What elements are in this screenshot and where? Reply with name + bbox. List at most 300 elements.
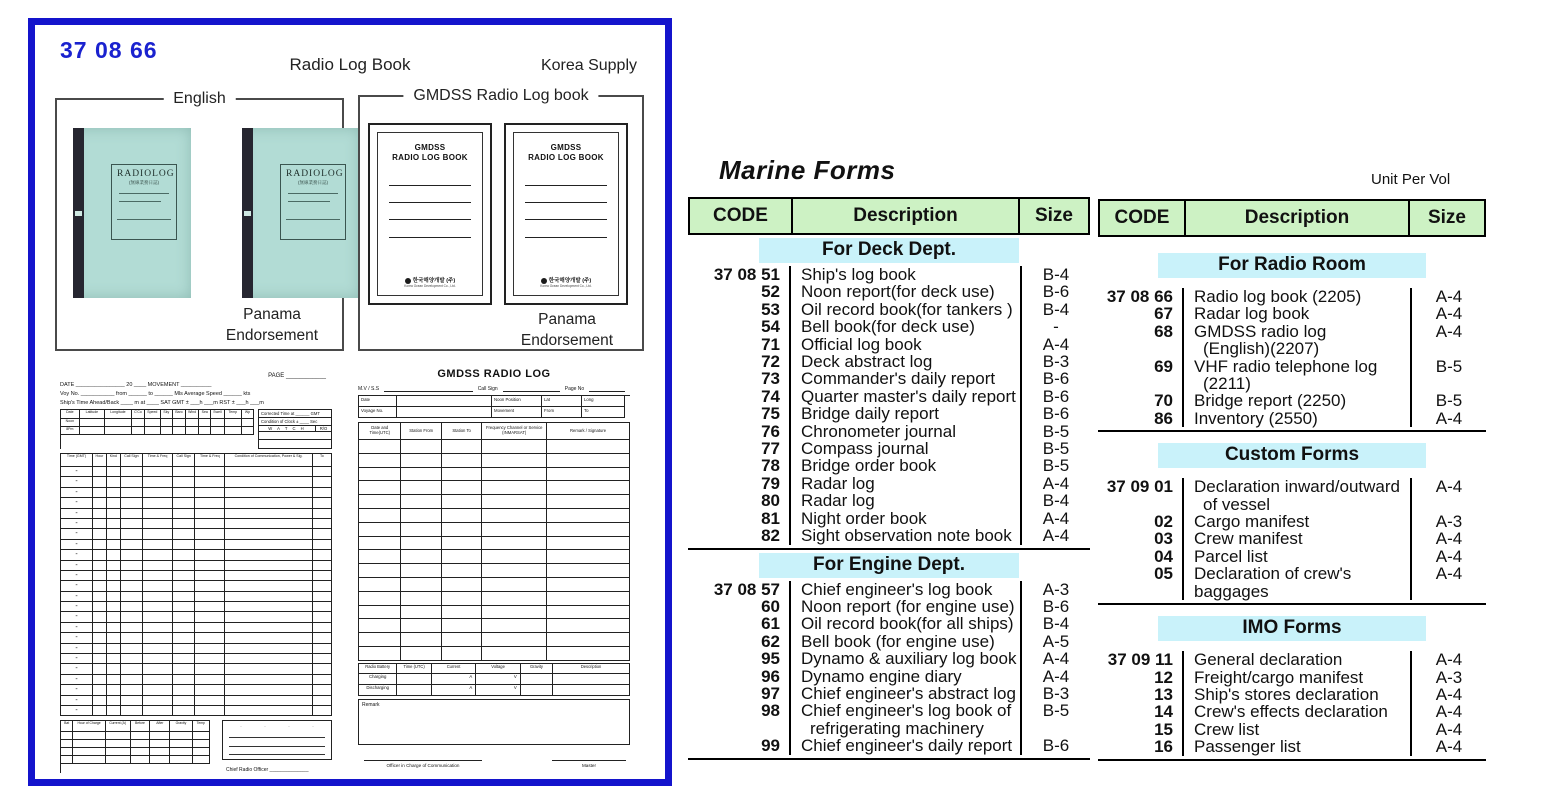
grid-cell [107,633,121,643]
grid-cell: V [476,674,520,685]
code-cell: 37 08 66 [1106,287,1173,306]
grid-cell [225,706,312,716]
grid-cell [225,654,312,664]
grid-cell [173,571,195,581]
table-row [688,581,1090,598]
grid-cell: - [61,581,93,591]
grid-cell [173,419,186,427]
size-cell: A-4 [1435,702,1463,722]
grid-cell [150,748,170,756]
code-cell: 73 [761,369,780,389]
grid-cell [107,696,121,706]
grid-cell [173,612,195,622]
grid-cell: Temp [193,721,210,732]
gmdss-section-label: GMDSS Radio Log book [403,87,598,105]
grid-cell [195,540,225,550]
grid-cell [313,696,332,706]
grid-cell [359,550,401,564]
grid-cell [195,623,225,633]
grid-cell [359,564,401,578]
table-row [688,283,1090,300]
forms-section [688,238,1090,550]
grid-cell [121,509,143,519]
grid-cell [553,674,630,685]
grid-cell [73,732,105,740]
radiolog-book-cover [242,128,360,298]
size-cell: A-4 [1435,304,1463,324]
grid-cell [313,644,332,654]
code-cell: 81 [761,508,780,528]
size-cell: B-5 [1042,701,1070,721]
grid-cell [173,550,195,560]
master-signature-line: Master [552,760,626,768]
gmdss-book-cover [504,123,628,305]
grid-cell [131,732,151,740]
code-cell: 74 [761,386,780,406]
description-cell: Deck abstract log [789,353,1022,370]
code-cell: 67 [1154,304,1173,324]
grid-cell: Date [359,396,397,407]
grid-cell [93,592,107,602]
grid-cell [225,519,312,529]
description-cell: Bridge report (2250) [1182,392,1412,409]
grid-cell [442,495,482,509]
grid-cell [397,407,492,418]
description-cell: Chief engineer's daily report [789,737,1022,754]
table-row [1098,669,1486,686]
grid-cell [482,454,547,468]
grid-cell [121,602,143,612]
forms-section [688,553,1090,760]
grid-cell [145,419,160,427]
grid-cell [553,685,630,696]
size-cell: A-4 [1435,321,1463,341]
grid-cell [313,581,332,591]
grid-cell [93,612,107,622]
grid-cell [359,440,401,454]
size-cell: B-6 [1042,736,1070,756]
grid-cell [211,419,224,427]
grid-cell: Station To [442,423,482,440]
pageno-label: Page No [564,386,585,392]
grid-cell [186,427,199,435]
grid-cell [93,571,107,581]
section-title: For Engine Dept. [759,553,1019,578]
grid-cell [442,440,482,454]
grid-cell [121,488,143,498]
grid-cell [482,495,547,509]
unit-per-vol-note: Unit Per Vol [1371,171,1451,188]
grid-cell: Time & Freq [143,454,173,467]
size-cell: A-4 [1435,477,1463,497]
grid-cell [195,581,225,591]
grid-cell [143,706,173,716]
grid-cell: Current (A) [106,721,131,732]
grid-cell [225,488,312,498]
code-cell: 62 [761,631,780,651]
code-cell: 61 [761,614,780,634]
form-voyage-line: Voy No. ___________ from ______ to ______ Mls Average Speed ______ kts [60,391,251,397]
grid-cell [225,644,312,654]
grid-cell [170,740,192,748]
grid-cell [199,427,211,435]
size-cell: A-4 [1435,287,1463,306]
code-cell: 99 [761,736,780,756]
grid-cell: Charging [359,674,397,685]
grid-cell [442,564,482,578]
description-cell: Ship's stores declaration [1182,686,1412,703]
table-row [1098,513,1486,530]
table-row [688,370,1090,387]
grid-cell [225,477,312,487]
size-cell: B-6 [1042,404,1070,424]
grid-cell [143,498,173,508]
grid-cell [242,427,254,435]
grid-cell: C'Co [132,410,145,419]
grid-cell [107,685,121,695]
size-cell: A-4 [1435,684,1463,704]
grid-cell [107,550,121,560]
size-cell: A-4 [1042,334,1070,354]
description-cell: Parcel list [1182,548,1412,565]
gmdss-form-title: GMDSS RADIO LOG [437,368,551,380]
publisher-logo: 한국해양개발 (주) Korea Ocean Development Co., Ltd. [404,278,456,288]
book-spine-notch [75,211,82,216]
grid-cell [195,602,225,612]
grid-cell: Sea [199,410,211,419]
size-cell: A-4 [1042,473,1070,493]
size-cell: B-5 [1042,421,1070,441]
grid-cell [121,664,143,674]
grid-cell [225,498,312,508]
size-cell: B-6 [1042,386,1070,406]
grid-cell [143,675,173,685]
grid-cell [195,592,225,602]
forms-section [1098,443,1486,605]
cover-rule-line [119,186,169,194]
code-cell: 05 [1154,564,1173,584]
form-date-line: DATE ________________ 20 ____ MOVEMENT __________ [60,382,212,388]
code-cell: 68 [1154,321,1173,341]
description-cell: Bell book(for deck use) [789,318,1022,335]
log-entries-grid [60,453,332,716]
grid-cell [359,592,401,606]
table-row [1098,358,1486,393]
grid-cell [143,519,173,529]
grid-cell [121,571,143,581]
grid-cell [482,592,547,606]
grid-cell [313,571,332,581]
grid-cell: Time (GMT) [61,454,93,467]
description-cell: General declaration [1182,651,1412,668]
grid-cell [521,674,553,685]
grid-cell [401,619,441,633]
grid-cell [93,633,107,643]
grid-cell [225,561,312,571]
grid-cell [173,529,195,539]
code-cell: 03 [1154,529,1173,549]
panama-endorsement [177,305,367,347]
grid-cell [121,519,143,529]
grid-cell [547,495,630,509]
grid-cell: Call Sign [121,454,143,467]
grid-cell [93,550,107,560]
grid-cell [121,581,143,591]
grid-cell: - [61,509,93,519]
description-cell: Night order book [789,510,1022,527]
grid-cell: A [432,685,477,696]
grid-cell [397,396,492,407]
logo-emblem-icon [541,278,547,284]
table-header-row [688,197,1090,235]
grid-cell [225,675,312,685]
grid-cell [173,592,195,602]
grid-cell [547,564,630,578]
table-row [1098,478,1486,513]
grid-cell [225,633,312,643]
grid-cell [93,685,107,695]
grid-cell [143,561,173,571]
size-cell: B-5 [1435,356,1463,376]
grid-cell [173,602,195,612]
grid-cell [195,664,225,674]
description-cell: GMDSS radio log (English)(2207) [1182,323,1412,358]
grid-cell [313,706,332,716]
marine-forms-title: Marine Forms [719,155,896,185]
grid-cell [442,550,482,564]
grid-cell [107,644,121,654]
grid-cell [173,685,195,695]
grid-cell [401,564,441,578]
grid-cell [442,509,482,523]
table-row [688,457,1090,474]
grid-cell [442,619,482,633]
grid-cell: Frequency Channel or Service (INMARSAT) [482,423,547,440]
grid-cell [143,612,173,622]
grid-cell [442,454,482,468]
description-cell: Radar log [789,492,1022,509]
grid-cell [107,467,121,477]
grid-cell: - [61,664,93,674]
size-cell: A-4 [1042,526,1070,546]
endorsement-line: Panama [538,311,596,328]
code-cell: 80 [761,491,780,511]
grid-cell: Bat [61,721,73,732]
grid-cell: - [61,519,93,529]
grid-cell [313,685,332,695]
grid-cell [313,602,332,612]
grid-cell [313,654,332,664]
code-cell: 69 [1154,356,1173,376]
code-cell: 78 [761,456,780,476]
grid-cell [73,740,105,748]
grid-cell [73,748,105,756]
table-row [1098,305,1486,322]
table-row [688,336,1090,353]
grid-cell [225,696,312,706]
grid-cell [401,647,441,661]
grid-cell [313,509,332,519]
grid-cell [121,467,143,477]
grid-cell [107,540,121,550]
size-cell: B-5 [1435,391,1463,411]
grid-cell [107,664,121,674]
size-cell: A-3 [1435,512,1463,532]
code-cell: 60 [761,596,780,616]
grid-cell: Kind [107,454,121,467]
grid-cell [401,440,441,454]
forms-section [1098,253,1486,432]
grid-cell [107,519,121,529]
description-cell: Bridge daily report [789,405,1022,422]
grid-cell [150,740,170,748]
description-cell: Declaration of crew's baggages [1182,565,1412,600]
voyage-info-grid [358,395,630,418]
size-cell: B-4 [1042,265,1070,284]
grid-cell: Movement [492,407,542,418]
size-cell: A-4 [1435,529,1463,549]
code-cell: 37 09 11 [1107,650,1173,670]
grid-cell: Hour [93,454,107,467]
grid-cell [106,740,131,748]
grid-cell [195,571,225,581]
table-row [1098,392,1486,409]
grid-cell: Noon [61,419,80,427]
grid-cell [107,561,121,571]
grid-cell: Before [131,721,151,732]
grid-cell [150,756,170,764]
cover-fields [385,178,475,238]
description-cell: Chronometer journal [789,423,1022,440]
table-row [688,527,1090,544]
size-cell: B-6 [1042,282,1070,302]
grid-cell [107,571,121,581]
grid-cell [107,581,121,591]
size-cell: A-4 [1435,408,1463,428]
code-cell: 86 [1154,408,1173,428]
grid-cell [121,706,143,716]
grid-cell [93,675,107,685]
grid-cell [121,592,143,602]
grid-cell: After [150,721,170,732]
grid-cell [173,519,195,529]
grid-cell [132,419,145,427]
navigation-grid [60,409,254,449]
grid-cell [195,550,225,560]
grid-cell [93,602,107,612]
grid-cell [143,477,173,487]
col-header-code: CODE [1114,207,1170,228]
grid-cell [107,675,121,685]
grid-cell [442,578,482,592]
publisher-logo: 한국해양개발 (주) Korea Ocean Development Co., Ltd. [540,278,592,288]
grid-cell: - [61,488,93,498]
table-row [1098,530,1486,547]
description-cell: Dynamo engine diary [789,668,1022,685]
grid-cell [482,523,547,537]
grid-cell [401,495,441,509]
grid-cell [121,644,143,654]
grid-cell [170,732,192,740]
section-title: For Deck Dept. [759,238,1019,263]
cover-inner-frame [377,132,483,296]
grid-cell [143,467,173,477]
grid-cell: Longitude [105,410,132,419]
grid-cell [547,454,630,468]
grid-cell [131,756,151,764]
size-cell: A-4 [1435,719,1463,739]
grid-cell [547,647,630,661]
grid-cell [143,529,173,539]
code-cell: 95 [761,649,780,669]
grid-cell [225,419,242,427]
grid-cell [143,488,173,498]
grid-cell: Remark / Signature [547,423,630,440]
signature-box: · · · · [222,720,332,760]
size-cell: A-3 [1435,667,1463,687]
grid-cell [193,748,210,756]
description-cell: Freight/cargo manifest [1182,669,1412,686]
size-cell: B-6 [1042,369,1070,389]
grid-cell [105,427,132,435]
cover-subtitle: (無線業務日誌) [298,180,328,185]
gmdss-form-topline [358,386,630,392]
grid-cell [242,419,254,427]
grid-cell [121,696,143,706]
code-cell: 15 [1154,719,1173,739]
grid-cell [170,756,192,764]
size-cell: A-3 [1042,579,1070,599]
ro-label: R/O [315,426,331,431]
grid-cell [547,633,630,647]
table-row [1098,703,1486,720]
grid-cell [195,561,225,571]
grid-cell: Radio Battery [359,664,397,674]
code-cell: 37 08 51 [713,265,780,284]
grid-cell: - [61,675,93,685]
grid-cell [93,664,107,674]
grid-cell: - [61,592,93,602]
grid-cell [173,654,195,664]
grid-cell [61,740,73,748]
grid-cell: Long [582,396,625,407]
grid-cell [161,419,174,427]
grid-cell [106,732,131,740]
grid-cell [442,537,482,551]
grid-cell [121,623,143,633]
col-header-description: Description [1184,201,1410,235]
grid-cell [173,467,195,477]
grid-cell [547,550,630,564]
code-cell: 75 [761,404,780,424]
marine-forms-table-right [1098,199,1486,761]
grid-cell [211,427,224,435]
table-row [688,475,1090,492]
grid-cell [173,633,195,643]
code-cell: 97 [761,683,780,703]
size-cell: B-5 [1042,456,1070,476]
grid-cell: - [61,498,93,508]
grid-cell [359,523,401,537]
grid-cell [107,529,121,539]
size-cell: A-5 [1042,631,1070,651]
grid-cell [150,732,170,740]
grid-cell [93,623,107,633]
grid-cell: Call Sign [173,454,195,467]
grid-cell [143,633,173,643]
grid-cell [143,644,173,654]
description-cell: Dynamo & auxiliary log book [789,650,1022,667]
